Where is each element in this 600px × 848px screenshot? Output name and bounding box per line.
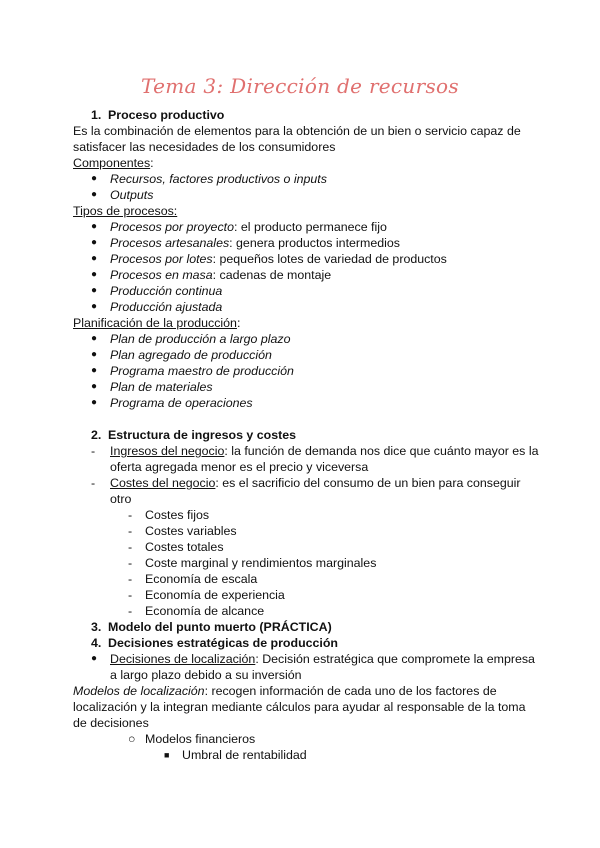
- planificacion-label: Planificación de la producción:: [73, 316, 241, 330]
- bullet-icon: ●: [91, 237, 98, 248]
- dash-icon: -: [128, 572, 133, 586]
- dash-icon: -: [128, 540, 133, 554]
- bullet-icon: ●: [91, 189, 98, 200]
- section-number: 1.: [91, 108, 102, 122]
- dash-icon: -: [128, 508, 133, 522]
- tipos-label: Tipos de procesos:: [73, 204, 178, 218]
- bullet-icon: ●: [91, 653, 98, 664]
- section-title: Decisiones estratégicas de producción: [108, 636, 338, 650]
- componentes-label: Componentes:: [73, 156, 154, 170]
- section-title: Modelo del punto muerto (PRÁCTICA): [108, 620, 332, 634]
- section-number: 3.: [91, 620, 102, 634]
- bullet-icon: ●: [91, 397, 98, 408]
- section-title: Estructura de ingresos y costes: [108, 428, 296, 442]
- bullet-icon: ●: [91, 301, 98, 312]
- bullet-icon: ●: [91, 333, 98, 344]
- dash-icon: -: [91, 476, 96, 490]
- section-title: Proceso productivo: [108, 108, 225, 122]
- section-number: 4.: [91, 636, 102, 650]
- list-item-continuation: oferta agregada menor es el precio y viceversa: [110, 460, 369, 474]
- definition-paragraph: Es la combinación de elementos para la obtención de un bien o servicio capaz de satisfacer las necesidades de los consumidores: [73, 124, 521, 154]
- bullet-icon: ●: [91, 253, 98, 264]
- dash-icon: -: [128, 604, 133, 618]
- bullet-icon: ●: [91, 221, 98, 232]
- bullet-icon: ●: [91, 365, 98, 376]
- section-number: 2.: [91, 428, 102, 442]
- dash-icon: -: [91, 444, 96, 458]
- document-page: Tema 3: Dirección de recursos 1. Proceso productivo Es la combinación de elementos para la obtención de un bien o servicio capaz de satisfacer las necesidades de los consumidores Componentes: ● Recursos, factores productivos o inputs ● Outputs Tipos de procesos: ● Procesos por proyecto: el producto permanece fijo ● Procesos artesanales: genera productos intermedios ● Procesos por lotes: pequeños lotes de variedad de productos ● Procesos en masa: cadenas de montaje ● Producción continua ● Producción ajustada Planificación de la producción: ● Plan de producción a largo plazo ● Plan agregado de producción ● Programa maestro de producción ● Plan de materiales ● Programa de operaciones 2. Estructura de ingresos y costes - Ingresos del negocio: la función de demanda nos dice que cuánto mayor es la oferta agregada menor es el precio y viceversa - Costes del negocio: es el sacrificio del consumo de un bien para conseguir otro - Costes fijos - Costes variables - Costes totales - Coste marginal y rendimientos marginales - Economía de escala - Economía de experiencia - Economía de alcance 3. Modelo del punto muerto (PRÁCTICA) 4. Decisiones estratégicas de producción ● Decisiones de localización: Decisión estratégica que compromete la empresa a largo plazo debido a su inversión Modelos de localización: recogen información de cada uno de los factores de localización y la integran mediante cálculos para ayudar al responsable de la toma de decisiones ○ Modelos financieros ■ Umbral de rentabilidad: [0, 0, 600, 848]
- bullet-icon: ●: [91, 349, 98, 360]
- modelos-paragraph: Modelos de localización: recogen información de cada uno de los factores de localización y la integran mediante cálculos para ayudar al responsable de la toma de decisiones: [73, 684, 526, 730]
- dash-icon: -: [128, 556, 133, 570]
- bullet-icon: ●: [91, 173, 98, 184]
- page-title: Tema 3: Dirección de recursos: [141, 74, 459, 98]
- dash-icon: -: [128, 588, 133, 602]
- bullet-icon: ●: [91, 285, 98, 296]
- list-item-continuation: a largo plazo debido a su inversión: [110, 668, 302, 682]
- dash-icon: -: [128, 524, 133, 538]
- circle-bullet-icon: ○: [128, 732, 136, 746]
- square-bullet-icon: ■: [164, 750, 170, 760]
- bullet-icon: ●: [91, 381, 98, 392]
- list-item-continuation: otro: [110, 492, 132, 506]
- bullet-icon: ●: [91, 269, 98, 280]
